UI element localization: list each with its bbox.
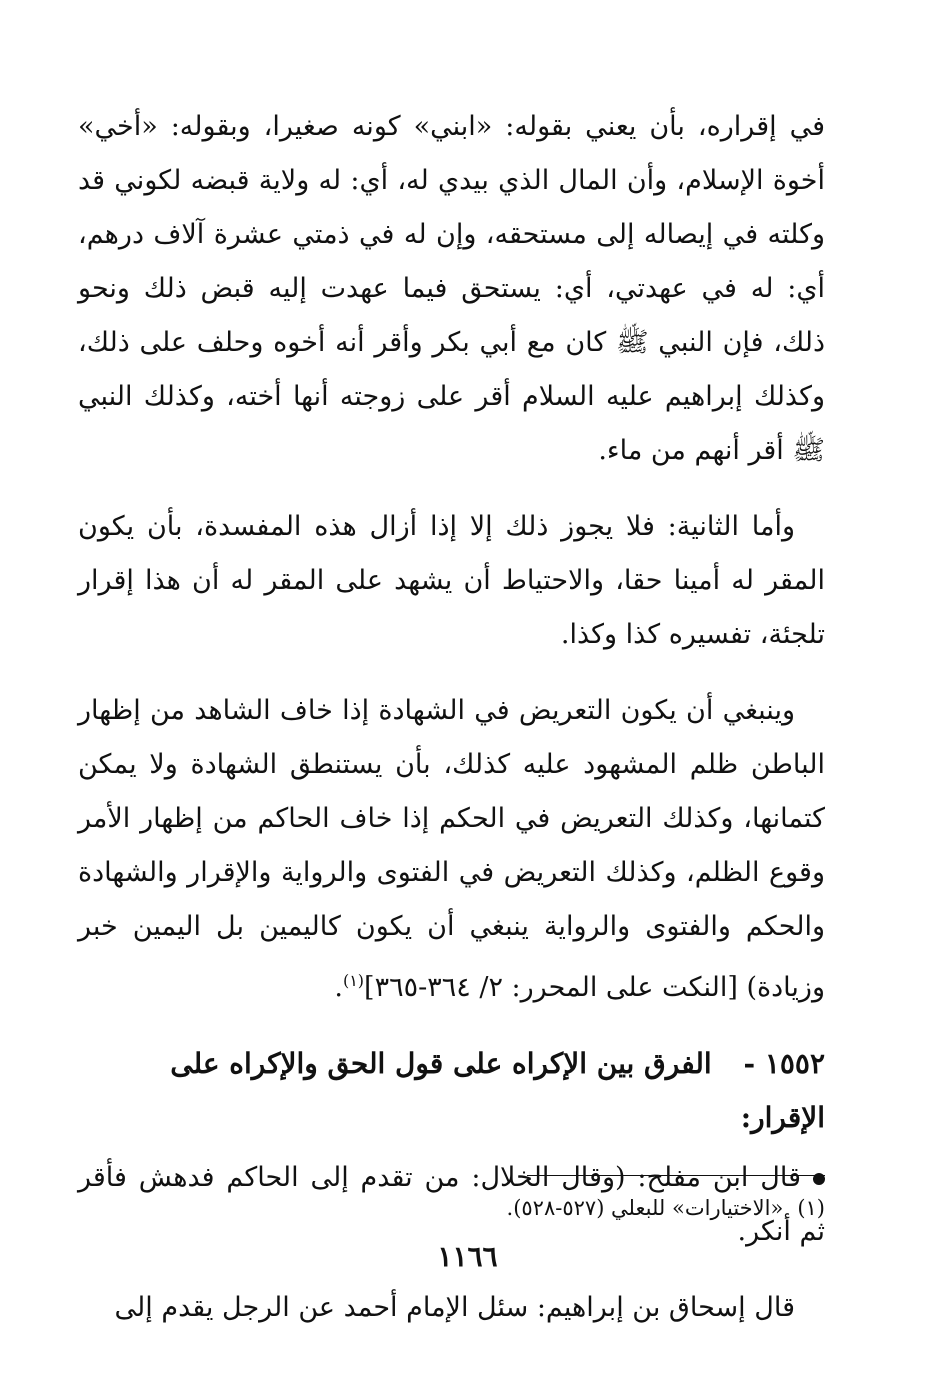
paragraph-3	[78, 684, 825, 1015]
page-number: ١١٦٦	[437, 1240, 498, 1273]
page-body	[78, 100, 825, 1343]
paragraph-5: قال إسحاق بن إبراهيم: سئل الإمام أحمد عن الرجل يقدم إلى	[114, 1292, 795, 1323]
section-title: الفرق بين الإكراه على قول الحق والإكراه على الإقرار:	[170, 1047, 825, 1134]
footnote-divider	[527, 1175, 825, 1176]
section-number: ١٥٥٢ -	[743, 1047, 825, 1080]
footnote-text: «الاختيارات» للبعلي (٥٢٧-٥٢٨).	[506, 1196, 784, 1220]
footnote	[78, 1192, 825, 1224]
paragraph-2: وأما الثانية: فلا يجوز ذلك إلا إذا أزال هذه المفسدة، بأن يكون المقر له أمينا حقا، والاحتياط أن يشهد على المقر له أن هذا إقرار تلجئة، تفسيره كذا وكذا.	[78, 511, 825, 650]
paragraph-1: في إقراره، بأن يعني بقوله: «ابني» كونه صغيرا، وبقوله: «أخي» أخوة الإسلام، وأن المال الذي بيدي له، أي: له ولاية قبضه لكوني قد وكلته في إيصاله إلى مستحقه، وإن له في ذمتي عشرة آلاف درهم، أي: له في عهدتي، أي: يستحق فيما عهدت إليه قبض ذلك ونحو ذلك، فإن النبي ﷺ كان مع أبي بكر وأقر أنه أخوه وحلف على ذلك، وكذلك إبراهيم عليه السلام أقر على زوجته أنها أخته، وكذلك النبي ﷺ أقر أنهم من ماء.	[78, 111, 825, 466]
section-heading	[78, 1037, 825, 1145]
paragraph-3-end: .	[334, 972, 343, 1003]
footnote-reference[interactable]: (١)	[342, 971, 365, 990]
paragraph-3-text: وينبغي أن يكون التعريض في الشهادة إذا خاف الشاهد من إظهار الباطن ظلم المشهود عليه كذلك، بأن يستنطق الشهادة ولا يمكن كتمانها، وكذلك التعريض في الحكم إذا خاف الحاكم من إظهار الأمر وقوع الظلم، وكذلك التعريض في الفتوى والرواية والإقرار والشهادة والحكم والفتوى والرواية ينبغي أن يكون كاليمين بل اليمين خبر وزيادة) [النكت على المحرر: ٢/ ٣٦٤-٣٦٥]	[78, 695, 825, 1003]
footnote-marker: (١)	[797, 1196, 825, 1220]
paragraph-4-text: قال ابن مفلح: (وقال الخلال: من تقدم إلى الحاكم فدهش فأقر ثم أنكر.	[78, 1162, 825, 1247]
